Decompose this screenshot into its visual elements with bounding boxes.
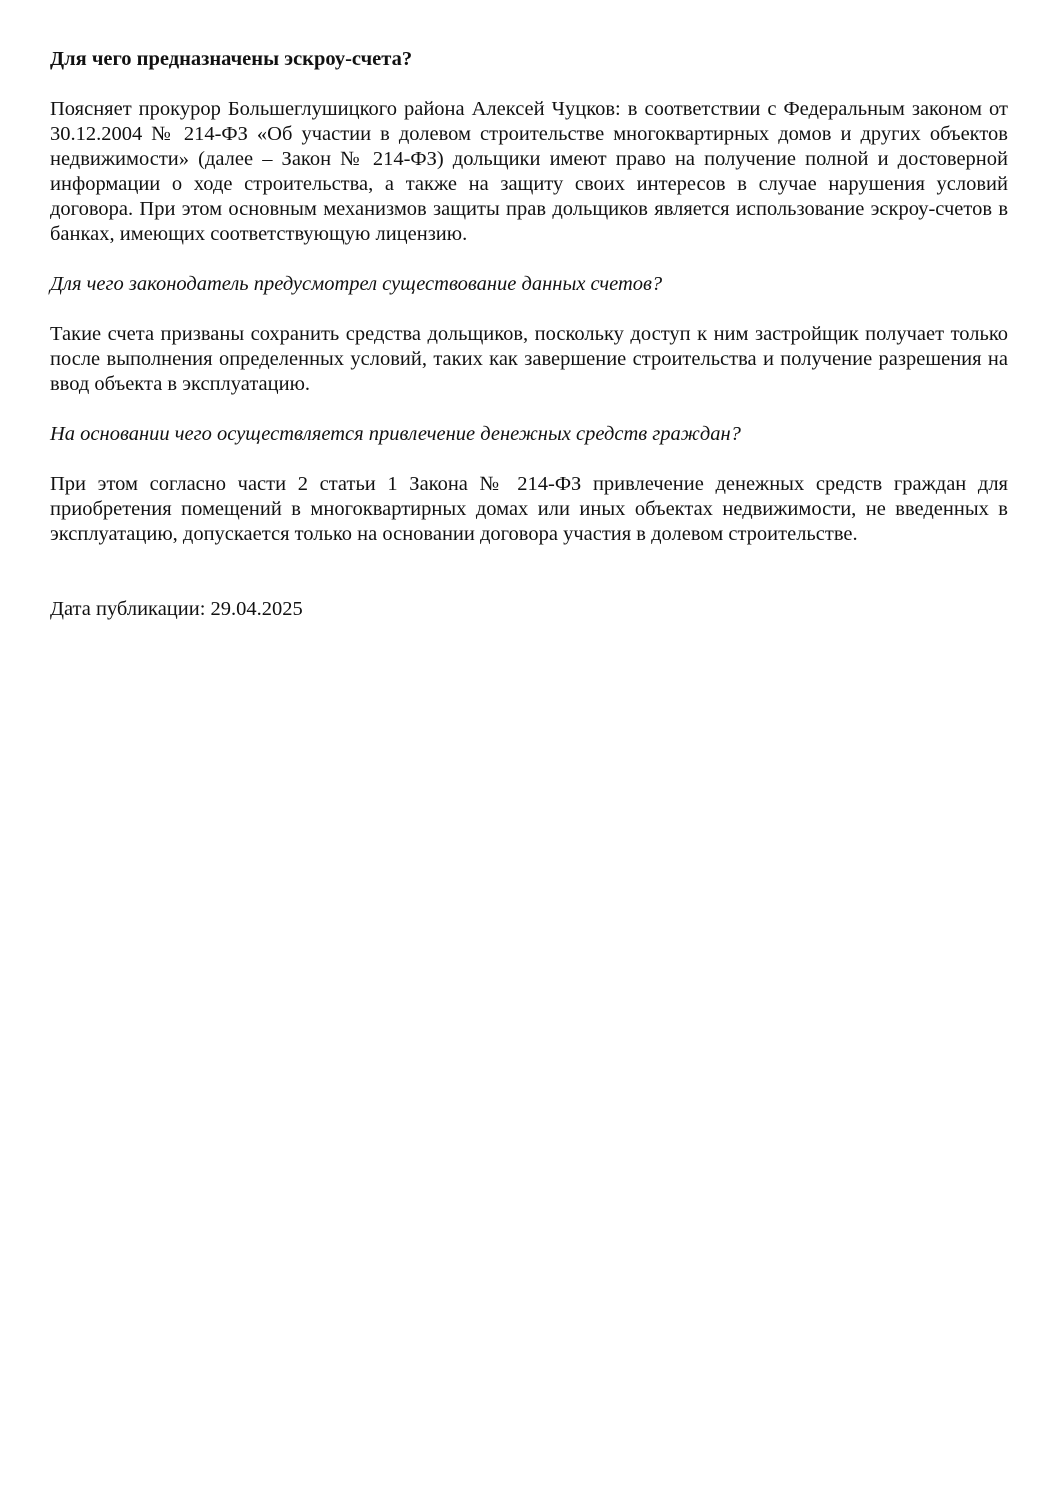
paragraph-accounts-purpose: Такие счета призваны сохранить средства дольщиков, поскольку доступ к ним застройщик получает только после выполнения определенных условий, таких как завершение строительства и получение разрешения на ввод объекта в эксплуатацию. bbox=[50, 323, 1008, 395]
paragraph-prosecutor-explanation: Поясняет прокурор Большеглушицкого района Алексей Чуцков: в соответствии с Федеральным законом от 30.12.2004 № 214-ФЗ «Об участии в долевом строительстве многоквартирных домов и других объектов недвижимости» (далее – Закон № 214-ФЗ) дольщики имеют право на получение полной и достоверной информации о ходе строительства, а также на защиту своих интересов в случае нарушения условий договора. При этом основным механизмов защиты прав дольщиков является использование эскроу-счетов в банках, имеющих соответствующую лицензию. bbox=[50, 98, 1008, 245]
document-title: Для чего предназначены эскроу-счета? bbox=[50, 48, 413, 70]
paragraph-legal-basis: При этом согласно части 2 статьи 1 Закона № 214-ФЗ привлечение денежных средств граждан для приобретения помещений в многоквартирных домах или иных объектах недвижимости, не введенных в эксплуатацию, допускается только на основании договора участия в долевом строительстве. bbox=[50, 473, 1008, 545]
document-page bbox=[50, 47, 1008, 622]
question-purpose-of-accounts: Для чего законодатель предусмотрел существование данных счетов? bbox=[50, 273, 663, 295]
publication-date: Дата публикации: 29.04.2025 bbox=[50, 598, 303, 620]
question-basis-for-funds: На основании чего осуществляется привлечение денежных средств граждан? bbox=[50, 423, 741, 445]
